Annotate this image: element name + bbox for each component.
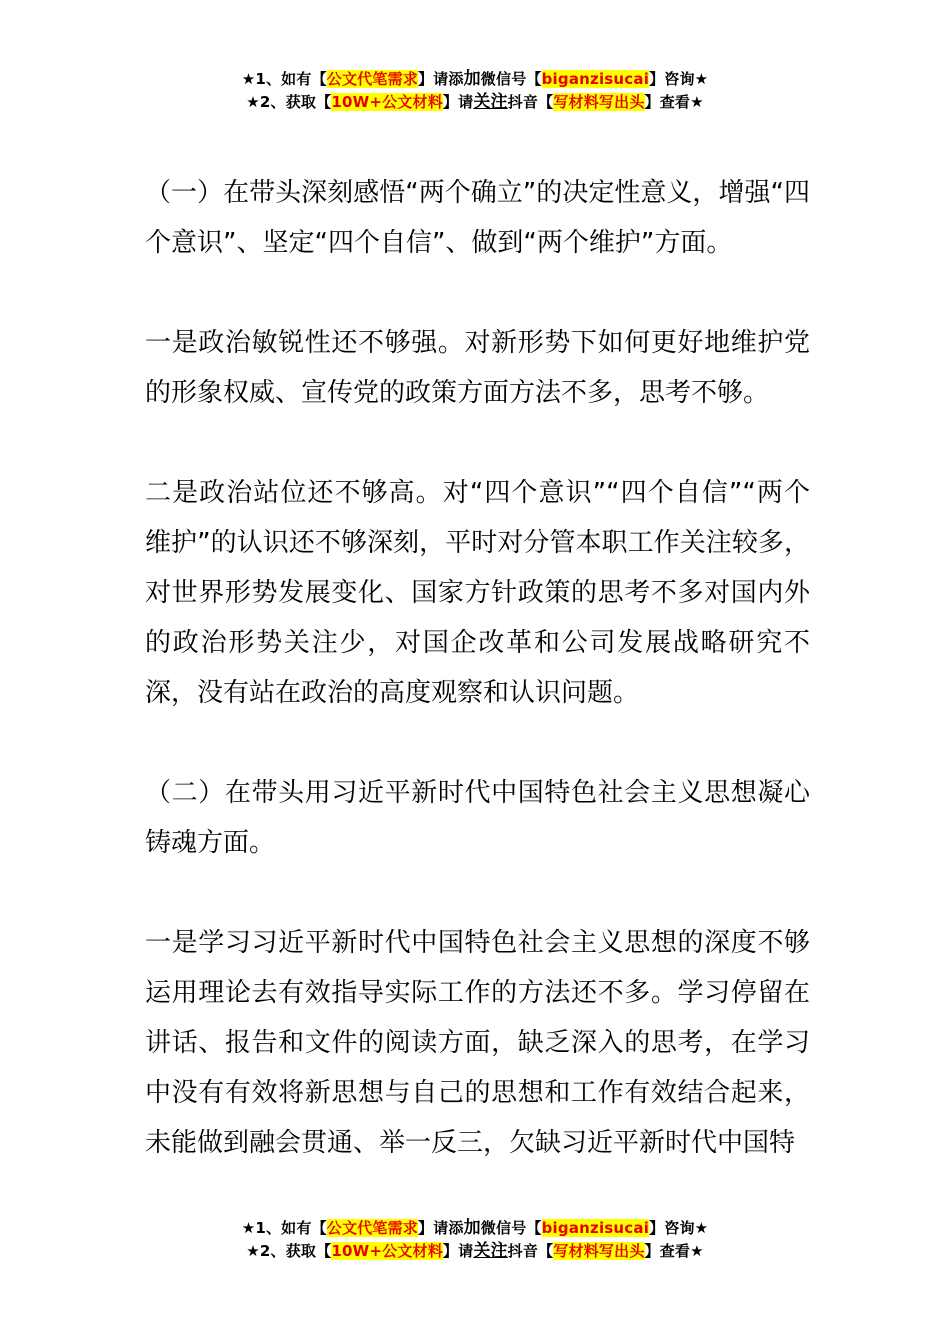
footer-promo-banner xyxy=(0,1217,950,1263)
paragraph-point-3: 一是学习习近平新时代中国特色社会主义思想的深度不够运用理论去有效指导实际工作的方法还不多。学习停留在讲话、报告和文件的阅读方面，缺乏深入的思考，在学习中没有有效将新思想与自己的思想和工作有效结合起来，未能做到融会贯通、举一反三，欠缺习近平新时代中国特 xyxy=(145,928,810,1158)
promo-line-1: ★1、如有【公文代笔需求】请添加微信号【biganzisucai】咨询★ xyxy=(241,69,709,89)
paragraph-point-2: 二是政治站位还不够高。对“四个意识”“四个自信”“两个维护”的认识还不够深刻，平时对分管本职工作关注较多，对世界形势发展变化、国家方针政策的思考不多对国内外的政治形势关注少，对国企改革和公司发展战略研究不深，没有站在政治的高度观察和认识问题。 xyxy=(145,478,810,708)
promo-highlight-douyin: 写材料写出头 xyxy=(553,93,645,111)
promo-highlight-wechat-id: biganzisucai xyxy=(541,70,650,88)
promo-highlight-service: 公文代笔需求 xyxy=(326,70,418,88)
promo-highlight-wechat-id: biganzisucai xyxy=(541,1219,650,1237)
section-heading-1: （一）在带头深刻感悟“两个确立”的决定性意义，增强“四个意识”、坚定“四个自信”、做到“两个维护”方面。 xyxy=(145,178,810,258)
paragraph-point-1: 一是政治敏锐性还不够强。对新形势下如何更好地维护党的形象权威、宣传党的政策方面方法不多，思考不够。 xyxy=(145,328,810,408)
header-promo-banner xyxy=(0,68,950,114)
section-heading-2: （二）在带头用习近平新时代中国特色社会主义思想凝心铸魂方面。 xyxy=(145,778,810,858)
promo-line-2: ★2、获取【10W+公文材料】请关注抖音【写材料写出头】查看★ xyxy=(246,92,704,112)
promo-line-2: ★2、获取【10W+公文材料】请关注抖音【写材料写出头】查看★ xyxy=(246,1241,704,1261)
promo-highlight-materials: 10W+公文材料 xyxy=(331,1242,443,1260)
promo-highlight-douyin: 写材料写出头 xyxy=(553,1242,645,1260)
document-body xyxy=(145,168,810,1218)
promo-highlight-materials: 10W+公文材料 xyxy=(331,93,443,111)
promo-highlight-service: 公文代笔需求 xyxy=(326,1219,418,1237)
promo-line-1: ★1、如有【公文代笔需求】请添加微信号【biganzisucai】咨询★ xyxy=(241,1218,709,1238)
